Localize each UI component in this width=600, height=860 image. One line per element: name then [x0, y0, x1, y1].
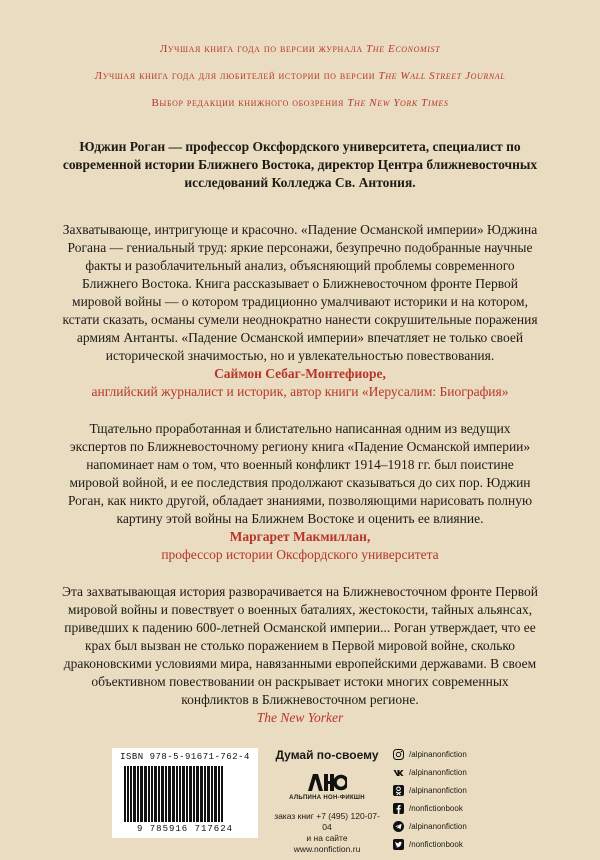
barcode-bar: [133, 766, 136, 822]
vk-icon: [393, 767, 404, 778]
author-name: Маргарет Макмиллан,: [229, 529, 371, 544]
quote-block: [60, 420, 540, 564]
barcode-bar: [176, 766, 178, 822]
barcode-bar: [200, 766, 203, 822]
barcode-bar: [130, 766, 132, 822]
barcode-bar: [140, 766, 143, 822]
barcode-bar: [158, 766, 160, 822]
isbn-label: ISBN 978-5-91671-762-4: [120, 752, 250, 762]
barcode-bar: [151, 766, 153, 822]
social-item-twitter: [393, 835, 543, 853]
barcode-bar: [148, 766, 150, 822]
publisher-site: и на сайте www.nonfiction.ru: [293, 833, 361, 854]
social-handle: /alpinanonfiction: [409, 785, 467, 795]
barcode-bar: [211, 766, 213, 822]
barcode-bar: [124, 766, 126, 822]
social-handle: /alpinanonfiction: [409, 767, 467, 777]
anf-logo-icon: [307, 772, 347, 792]
social-item-facebook: [393, 799, 543, 817]
barcode-bar: [189, 766, 192, 822]
barcode-bar: [207, 766, 210, 822]
social-item-odnoklassniki: [393, 781, 543, 799]
barcode-bar: [193, 766, 195, 822]
barcode-bar: [154, 766, 157, 822]
author-bio: Юджин Роган — профессор Оксфордского университета, специалист по современной истории Ближнего Востока, директор Центра ближневосточных исследований Колледжа Св. Антония.: [62, 139, 538, 190]
barcode-bar: [144, 766, 147, 822]
barcode-bar: [182, 766, 185, 822]
publisher-slogan: Думай по-своему: [275, 748, 379, 762]
social-handle: /alpinanonfiction: [409, 749, 467, 759]
twitter-icon: [393, 839, 404, 850]
barcode-bar: [186, 766, 188, 822]
award-line: Выбор редакции книжного обозрения The New York Times: [151, 97, 449, 109]
award-line: Лучшая книга года по версии журнала The Economist: [159, 43, 441, 55]
barcode-bar: [127, 766, 129, 822]
barcode-bar: [161, 766, 164, 822]
barcode-bar: [137, 766, 139, 822]
barcode-bar: [196, 766, 199, 822]
quote-block: [60, 221, 540, 401]
barcode-bar: [179, 766, 181, 822]
barcode-bar: [214, 766, 217, 822]
facebook-icon: [393, 803, 404, 814]
quote-author: [60, 365, 540, 401]
quote-author: [60, 528, 540, 564]
quote-block: [60, 583, 540, 727]
award-line: Лучшая книга года для любителей истории по версии The Wall Street Journal: [94, 70, 506, 82]
social-item-instagram: [393, 745, 543, 763]
publisher-block: [272, 748, 382, 855]
social-handle: /alpinanonfiction: [409, 821, 467, 831]
barcode: [112, 748, 258, 838]
barcode-bars: [124, 766, 248, 822]
social-handle: /nonfictionbook: [409, 839, 463, 849]
quote-text: Захватывающе, интригующе и красочно. «Падение Османской империи» Юджина Рогана — гениальный труд: яркие персонажи, безупречно подобранные научные факты и разоблачительный анализ, объясняющий проблемы современного Ближнего Востока. Книга рассказывает о Ближневосточном фронте Первой мировой войны — о котором традиционно умалчивают историки и на котором, кстати сказать, османы сумели неоднократно нанести сокрушительные поражения армиям Антанты. «Падение Османской империи» впечатляет не только своей исторической значимостью, но и увлекательностью повествования.: [62, 222, 538, 363]
social-links: [393, 745, 543, 853]
social-handle: /nonfictionbook: [409, 803, 463, 813]
odnoklassniki-icon: [393, 785, 404, 796]
barcode-bar: [165, 766, 167, 822]
social-item-telegram: [393, 817, 543, 835]
author-name: Саймон Себаг-Монтефиоре,: [214, 366, 386, 381]
publisher-contacts: [272, 811, 382, 855]
awards-block: [0, 42, 600, 123]
barcode-digits: 9 785916 717624: [136, 824, 233, 834]
publisher-logo: [307, 772, 347, 792]
publisher-logo-text: АЛЬПИНА НОН-ФИКШН: [289, 795, 365, 801]
barcode-bar: [172, 766, 175, 822]
telegram-icon: [393, 821, 404, 832]
barcode-bar: [168, 766, 171, 822]
order-phone: заказ книг +7 (495) 120-07-04: [274, 811, 380, 832]
quote-text: Тщательно проработанная и блистательно написанная одним из ведущих экспертов по Ближневосточному региону книга «Падение Османской империи» напоминает нам о том, что военный конфликт 1914–1918 гг. был поистине мировой войной, и ее последствия продолжают сказываться до сих пор. Юджин Роган, как никто другой, обладает знаниями, позволяющими нарисовать полную картину этой войны на Ближнем Востоке и оценить ее влияние.: [67, 421, 533, 526]
author-role: профессор истории Оксфордского университета: [161, 547, 439, 562]
barcode-bar: [218, 766, 220, 822]
barcode-bar: [204, 766, 206, 822]
barcode-bar: [221, 766, 223, 822]
author-role: английский журналист и историк, автор книги «Иерусалим: Биография»: [91, 384, 509, 399]
quote-text: Эта захватывающая история разворачивается на Ближневосточном фронте Первой мировой войны и повествует о военных баталиях, жестокости, тайных альянсах, приведших к падению 600-летней Османской империи... Роган утверждает, что ее крах был вызван не столько поражением в Первой мировой войне, сколько драконовскими условиями мира, навязанными европейскими державами. В своем объективном повествовании он раскрывает истоки многих современных конфликтов в Ближневосточном регионе.: [62, 584, 538, 707]
quote-source: The New Yorker: [256, 710, 344, 725]
social-item-vk: [393, 763, 543, 781]
instagram-icon: [393, 749, 404, 760]
